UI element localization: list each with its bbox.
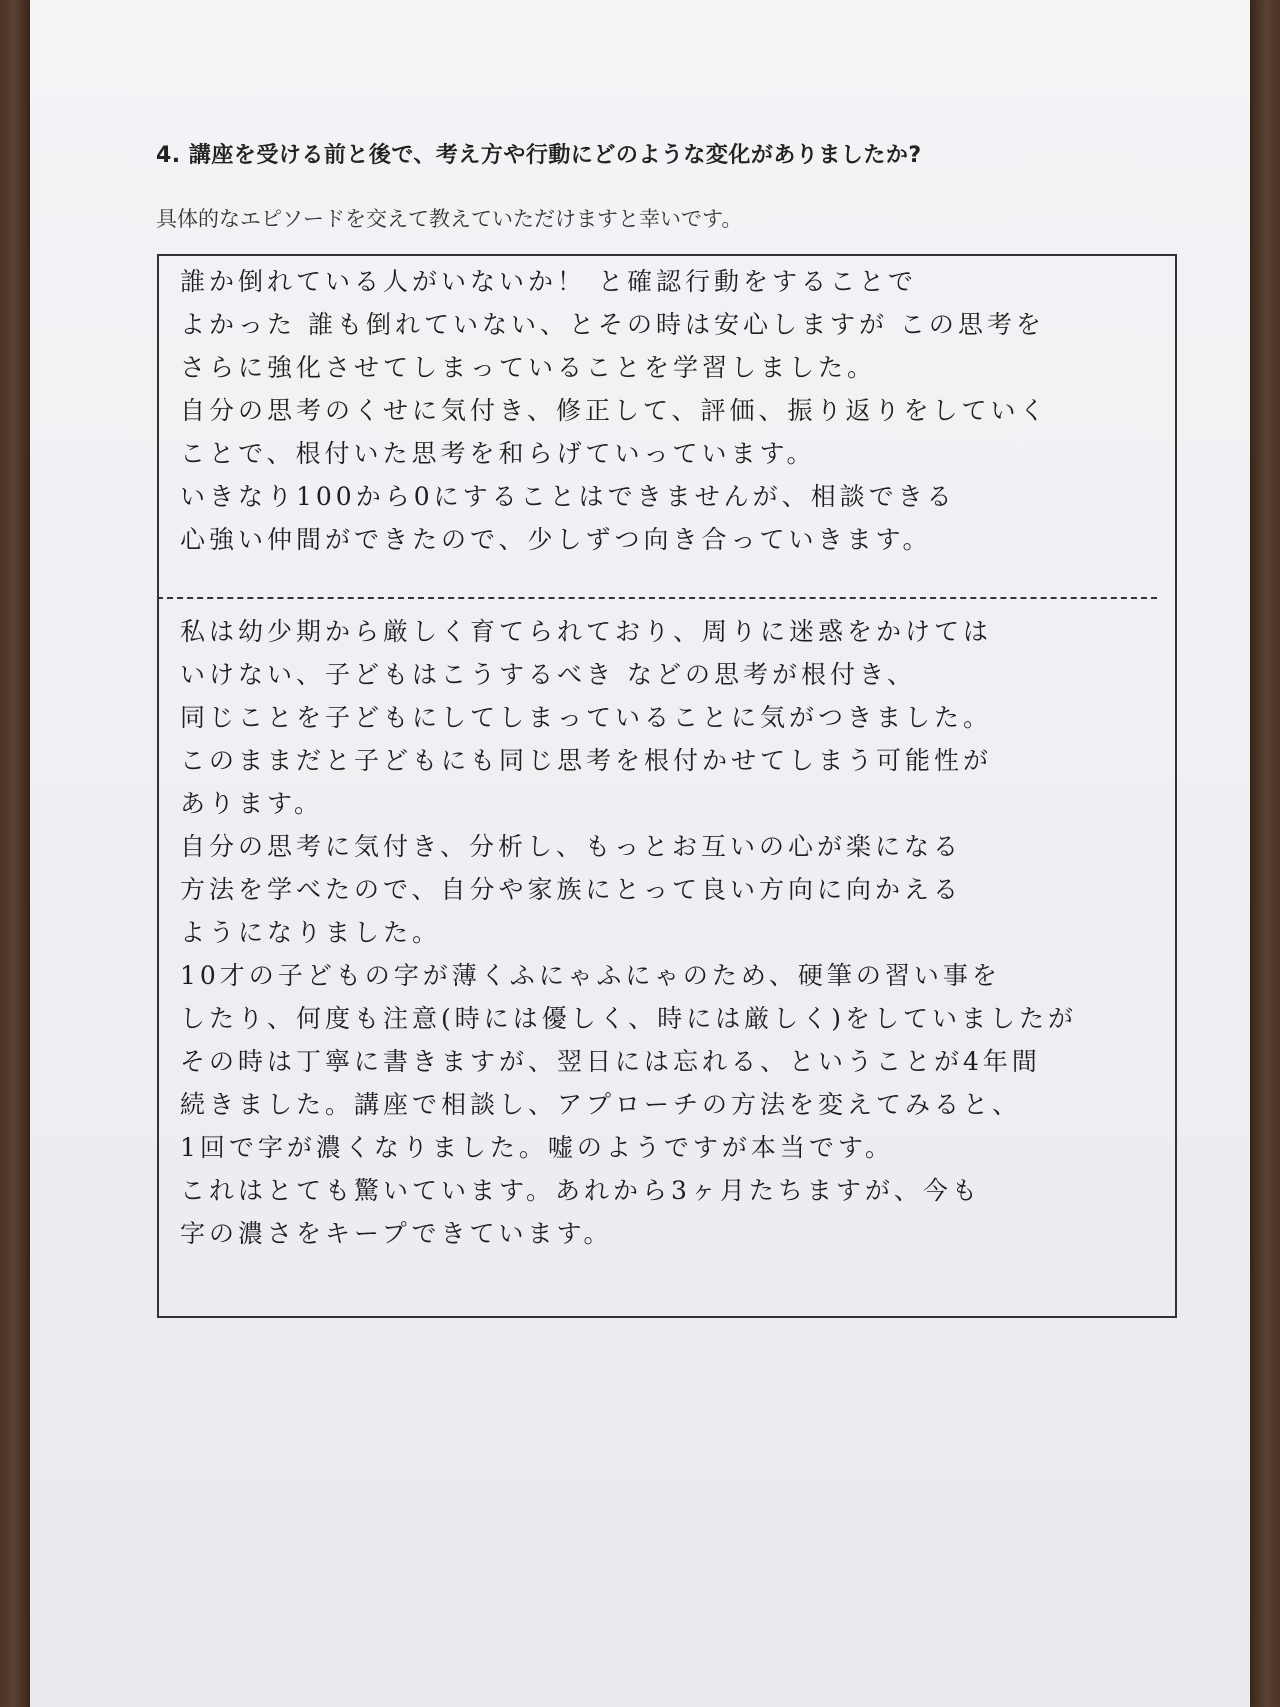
handwritten-line: このままだと子どもにも同じ思考を根付かせてしまう可能性が bbox=[180, 746, 993, 775]
handwritten-line: 心強い仲間ができたので、少しずつ向き合っていきます。 bbox=[180, 525, 932, 554]
handwritten-line: ことで、根付いた思考を和らげていっています。 bbox=[180, 439, 816, 468]
handwritten-line: 10才の子どもの字が薄くふにゃふにゃのため、硬筆の習い事を bbox=[180, 961, 1001, 990]
handwritten-line: ようになりました。 bbox=[180, 918, 442, 947]
handwritten-line: あります。 bbox=[180, 789, 324, 818]
handwritten-line: 誰か倒れている人がいないか！ と確認行動をすることで bbox=[180, 267, 917, 296]
answer-divider bbox=[157, 597, 1157, 599]
handwritten-line: いきなり100から0にすることはできませんが、相談できる bbox=[180, 482, 956, 511]
question-instruction: 具体的なエピソードを交えて教えていただけますと幸いです。 bbox=[156, 207, 743, 231]
handwritten-line: したり、何度も注意(時には優しく、時には厳しく)をしていましたが bbox=[180, 1004, 1078, 1033]
handwritten-line: その時は丁寧に書きますが、翌日には忘れる、ということが4年間 bbox=[180, 1047, 1041, 1076]
handwritten-line: いけない、子どもはこうするべき などの思考が根付き、 bbox=[180, 660, 916, 689]
handwritten-line: さらに強化させてしまっていることを学習しました。 bbox=[180, 353, 877, 382]
handwritten-line: 1回で字が濃くなりました。嘘のようですが本当です。 bbox=[180, 1133, 894, 1162]
handwritten-answer-part2 bbox=[180, 610, 1077, 1255]
handwritten-line: 方法を学べたので、自分や家族にとって良い方向に向かえる bbox=[180, 875, 963, 904]
handwritten-line: 字の濃さをキープできています。 bbox=[180, 1219, 613, 1248]
handwritten-line: 私は幼少期から厳しく育てられており、周りに迷惑をかけては bbox=[180, 617, 993, 646]
handwritten-line: 自分の思考に気付き、分析し、もっとお互いの心が楽になる bbox=[180, 832, 963, 861]
handwritten-line: 自分の思考のくせに気付き、修正して、評価、振り返りをしていく bbox=[180, 396, 1049, 425]
paper-sheet bbox=[30, 0, 1250, 1707]
handwritten-answer-part1 bbox=[180, 260, 1049, 561]
question-heading: 4. 講座を受ける前と後で、考え方や行動にどのような変化がありましたか? bbox=[156, 143, 922, 168]
handwritten-line: 同じことを子どもにしてしまっていることに気がつきました。 bbox=[180, 703, 993, 732]
handwritten-line: 続きました。講座で相談し、アプローチの方法を変えてみると、 bbox=[180, 1090, 1022, 1119]
handwritten-line: これはとても驚いています。あれから3ヶ月たちますが、今も bbox=[180, 1176, 981, 1205]
handwritten-line: よかった 誰も倒れていない、とその時は安心しますが この思考を bbox=[180, 310, 1045, 339]
